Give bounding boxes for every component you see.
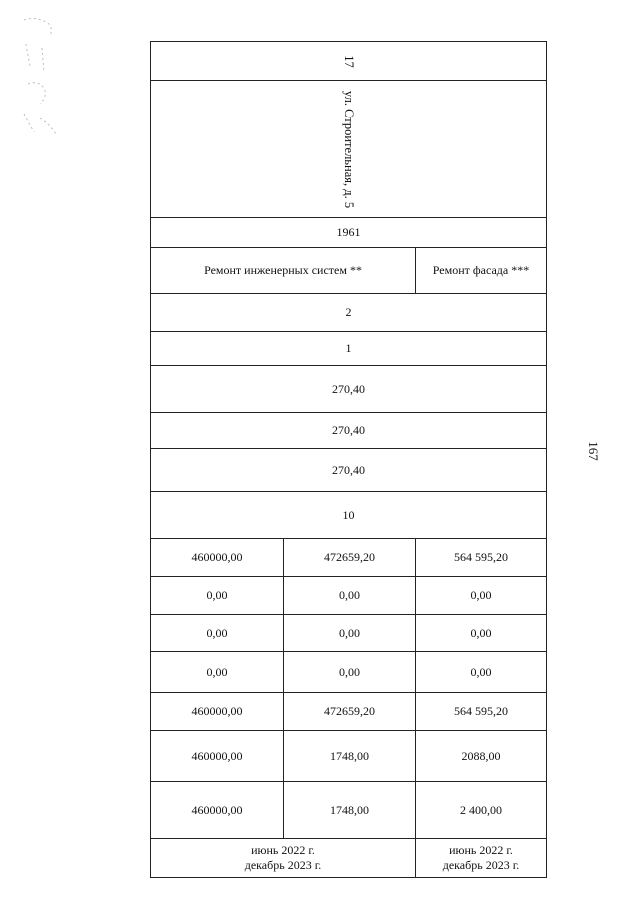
table-row xyxy=(151,652,547,693)
cost-cell: 0,00 xyxy=(416,652,547,693)
value-cell: 2 xyxy=(151,294,547,332)
table-row xyxy=(151,731,547,782)
value-cell: 10 xyxy=(151,492,547,539)
table-row xyxy=(151,449,547,492)
cost-cell: 0,00 xyxy=(151,615,284,652)
period-start: июнь 2022 г. xyxy=(251,843,315,857)
value-cell: 270,40 xyxy=(151,413,547,449)
table-row xyxy=(151,615,547,652)
table-row xyxy=(151,839,547,878)
cost-cell: 472659,20 xyxy=(284,539,416,577)
table-row xyxy=(151,413,547,449)
cost-cell: 0,00 xyxy=(416,615,547,652)
period-end: декабрь 2023 г. xyxy=(442,858,520,872)
cost-cell: 460000,00 xyxy=(151,693,284,731)
table-row xyxy=(151,693,547,731)
work-type-facade: Ремонт фасада *** xyxy=(416,248,547,294)
period-facade-cell xyxy=(416,839,547,878)
table-row xyxy=(151,218,547,248)
row-number: 17 xyxy=(342,54,356,68)
cost-cell: 0,00 xyxy=(284,577,416,615)
year-cell: 1961 xyxy=(151,218,547,248)
cost-cell: 0,00 xyxy=(416,577,547,615)
cost-cell: 564 595,20 xyxy=(416,693,547,731)
cost-cell: 564 595,20 xyxy=(416,539,547,577)
table-row xyxy=(151,81,547,218)
table-row xyxy=(151,294,547,332)
cost-cell: 2088,00 xyxy=(416,731,547,782)
cost-cell: 0,00 xyxy=(284,652,416,693)
work-type-engineering: Ремонт инженерных систем ** xyxy=(151,248,416,294)
table-row xyxy=(151,332,547,366)
cost-cell: 460000,00 xyxy=(151,782,284,839)
cost-cell: 2 400,00 xyxy=(416,782,547,839)
cost-cell: 0,00 xyxy=(284,615,416,652)
period-start: июнь 2022 г. xyxy=(449,843,513,857)
cost-cell: 1748,00 xyxy=(284,782,416,839)
table-row xyxy=(151,492,547,539)
value-cell: 1 xyxy=(151,332,547,366)
period-engineering-cell xyxy=(151,839,416,878)
table-row xyxy=(151,366,547,413)
address-text: ул. Строительная, д. 5 xyxy=(342,90,356,208)
cost-cell: 1748,00 xyxy=(284,731,416,782)
table-row xyxy=(151,248,547,294)
cost-cell: 0,00 xyxy=(151,577,284,615)
period-end: декабрь 2023 г. xyxy=(244,858,322,872)
cost-cell: 0,00 xyxy=(151,652,284,693)
table-row xyxy=(151,577,547,615)
address-cell xyxy=(151,81,547,218)
value-cell: 270,40 xyxy=(151,366,547,413)
table-row xyxy=(151,782,547,839)
table-row xyxy=(151,539,547,577)
scan-artifact xyxy=(20,14,62,138)
cost-cell: 472659,20 xyxy=(284,693,416,731)
data-table xyxy=(150,41,547,878)
cost-cell: 460000,00 xyxy=(151,539,284,577)
table-row xyxy=(151,42,547,81)
page-number: 167 xyxy=(586,441,601,461)
row-number-cell xyxy=(151,42,547,81)
cost-cell: 460000,00 xyxy=(151,731,284,782)
value-cell: 270,40 xyxy=(151,449,547,492)
